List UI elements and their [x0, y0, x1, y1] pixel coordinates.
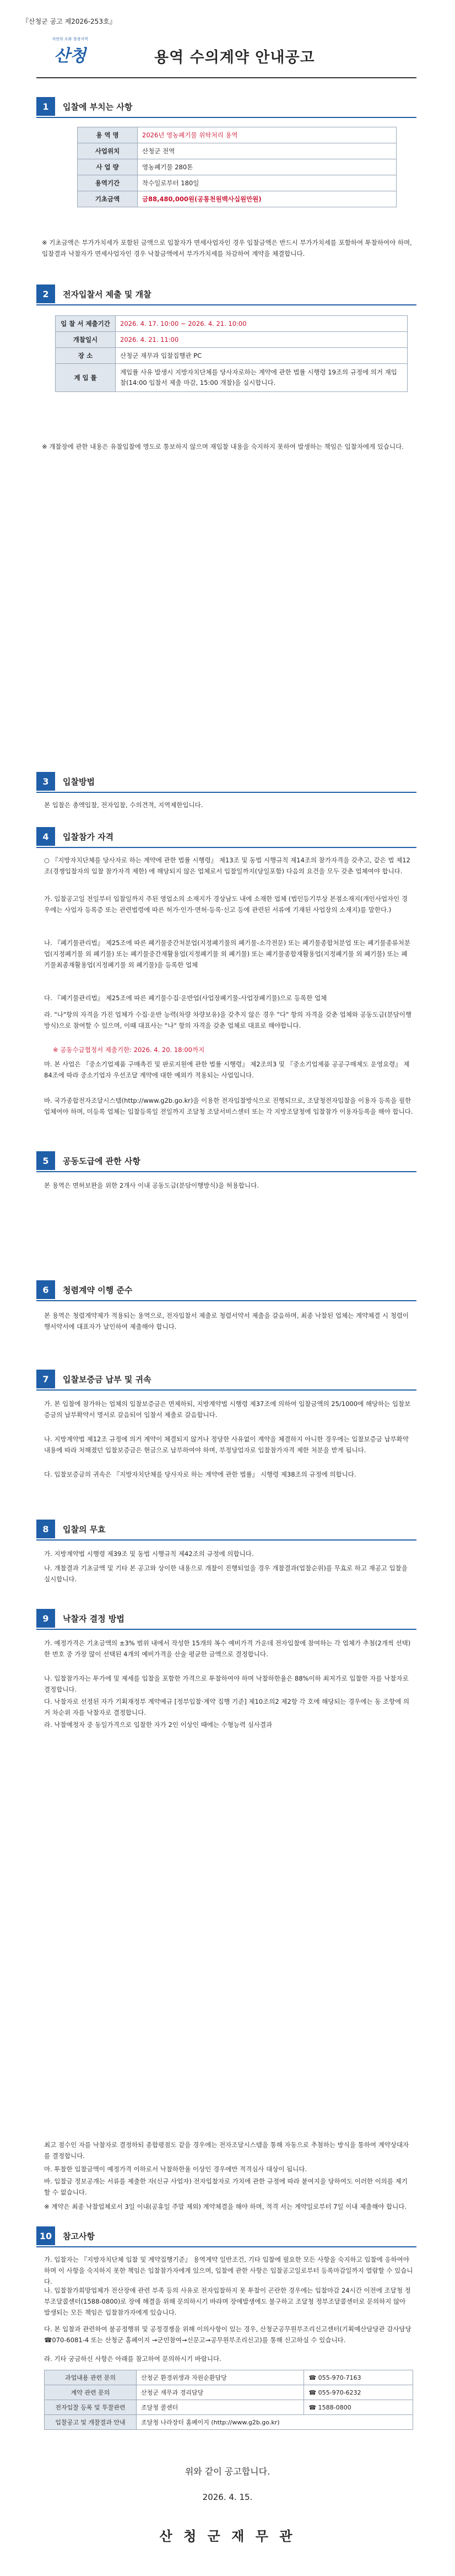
list-item: 다. 본 입찰과 관련하여 불공정행위 및 공정경쟁을 위해 이의사항이 있는 경우, 산청군공무원부조리신고센터(기획예산담당관 감사담당 ☎070-6081-4 또는 산청군 홈페이지 →군민참여→신문고→공무원부조리신고)를 통해 신고하실 수 있습니다.: [44, 2325, 411, 2344]
section-9-note: ※ 계약은 최종 낙찰업체로서 3일 이내(공휴일 주말 제외) 계약체결을 해야 하며, 적격 서는 계약일로부터 7일 이내 제출해야 합니다.: [44, 2203, 407, 2210]
list-item: ※ 공동수급협정서 제출기한: 2026. 4. 20. 18:00까지: [53, 1046, 205, 1054]
closing-text: 위와 같이 공고합니다.: [185, 2466, 270, 2477]
logo-small-text: 자연의 조화 청정지역: [52, 37, 88, 41]
list-item: 가. 입찰공고일 전일부터 입찰일까지 주된 영업소의 소재지가 경상남도 내에 소재한 업체 (법인등기부상 본점소재지(개인사업자인 경우에는 사업자 등록증 또는 관련법령에 따른 허가·인가·면허·등록·신고 등에 관련된 서류에 기재된 사업장의 소재지)를 말한다.): [44, 895, 408, 914]
section-number: 5: [36, 1151, 55, 1170]
section-underline: [36, 304, 416, 305]
section-1-table: [77, 127, 397, 207]
table-row: 용 역 명 2026년 영농폐기물 위탁처리 용역: [78, 127, 397, 143]
list-item: 가. 지방계약법 시행령 제39조 및 동법 시행규칙 제42조의 규정에 의합니다.: [44, 1550, 254, 1558]
notice-number: 『산청군 공고 제2026-253호』: [22, 18, 116, 25]
section-underline: [36, 2246, 416, 2247]
table-row: 입 찰 서 제출기간 2026. 4. 17. 10:00 ~ 2026. 4. 21. 10:00: [56, 316, 408, 332]
section-title: 공동도급에 관한 사항: [63, 1156, 140, 1166]
list-item: 라. 기타 궁금하신 사항은 아래를 참고하여 문의하시기 바랍니다.: [44, 2355, 221, 2363]
list-item: 라. 낙찰예정자 중 동일가격으로 입찰한 자가 2인 이상인 때에는 수형능력 심사결과: [44, 1721, 273, 1729]
list-item: 바. 입찰금 정보공개는 서류를 제출한 자(신규 사업자) 전자입찰자로 가치에 관한 규정에 따라 붙여지을 당하여도 이러한 이의를 제기할 수 없습니다.: [44, 2177, 408, 2196]
section-title: 입찰보증금 납부 및 귀속: [63, 1374, 151, 1384]
list-item: 나. 입찰참가희망업체가 전산장애 관련 부족 등의 사유로 전자입찰하지 못 투찰이 곤란한 경우에는 입찰마감 24시간 이전에 조달청 정부조달콜센터(1588-0800)로 장애 해결을 위해 문의하시기 바라며 장애발생에도 불구하고 조달청 정부조달콜센터로 문의하지 않아 발생되는 모든 책임은 입찰참가자에게 있습니다.: [44, 2287, 411, 2316]
section-title: 참고사항: [63, 2231, 95, 2241]
section-title: 전자입찰서 제출 및 개찰: [63, 289, 151, 299]
county-logo: [40, 36, 100, 69]
section-number: 9: [36, 1609, 55, 1628]
list-item: 가. 입찰자는 『지방자치단체 입찰 및 계약집행기준』 용역계약 일반조건, 기타 입찰에 필요한 모든 사항을 숙지하고 입찰에 응하여야 하며 이 사항을 숙지하지 못한 책임은 입찰참가자에게 있으며, 입찰에 관한 사항은 입찰공고일로부터 등록마감일까지 열람할 수 있습니다.: [44, 2256, 413, 2285]
section-underline: [36, 1300, 416, 1301]
list-item: 가. 예정가격은 기초금액의 ±3% 범위 내에서 작성한 15개의 복수 예비가격 가운데 전자입찰에 참여하는 각 업체가 추첨(2개씩 선택)한 번호 중 가장 많이 선택된 4개의 예비가격을 산술 평균한 금액으로 결정합니다.: [44, 1639, 411, 1658]
section-9-header: [36, 1609, 416, 1628]
section-2-table: [55, 315, 408, 392]
section-underline: [36, 1629, 416, 1630]
table-row: 계약 관련 문의 산청군 재무과 경리담당 ☎ 055-970-6232: [45, 2385, 413, 2400]
section-4-header: [36, 827, 416, 846]
section-8-header: [36, 1520, 416, 1538]
doc-title: 용역 수의계약 안내공고: [154, 49, 315, 66]
title-divider: [36, 77, 416, 78]
section-title: 입찰의 무효: [63, 1524, 106, 1534]
section-2-note: ※ 개찰장에 관한 내용은 유찰입찰에 명도로 통보하지 않으며 재입찰 내용을 숙지하지 못하여 발생하는 책임은 입찰자에게 있습니다.: [42, 443, 404, 450]
notice-date: 2026. 4. 15.: [202, 2492, 253, 2502]
section-3-header: [36, 772, 416, 791]
section-title: 입찰에 부치는 사항: [63, 101, 133, 112]
section-underline: [36, 1539, 416, 1541]
table-row: 전자입찰 등록 및 투찰관련 조달청 콜센터 ☎ 1588-0800: [45, 2400, 413, 2415]
section-2-header: [36, 285, 416, 303]
table-row: 입찰공고 및 개찰결과 안내 조달청 나라장터 홈페이지 (http://www.g2b.go.kr): [45, 2415, 413, 2430]
list-item: 나. 지방계약법 제12조 규정에 의거 계약이 체결되지 않거나 정당한 사유없이 계약을 체결하지 아니한 경우에는 입찰보증금 납부확약 내용에 따라 처해졌던 입찰보증금은 현금으로 납부하여야 하며, 부정당업자로 입찰참가자격 제한 처분을 받게 됩니다.: [44, 1435, 409, 1454]
section-number: 6: [36, 1280, 55, 1299]
section-number: 1: [36, 97, 55, 116]
list-item: 다. 『폐기물관리법』 제25조에 따른 폐기물수집·운반업(사업장폐기물-사업장폐기물)으로 등록한 업체: [44, 994, 327, 1002]
list-item: 마. 본 사업은 『중소기업제품 구매촉진 및 판로지원에 관한 법률 시행령』 제2조의3 및 『중소기업제품 공공구매제도 운영요령』 제84조에 따라 중소기업자 우선조달 계약에 대한 예외가 적용되는 사업입니다.: [44, 1060, 410, 1079]
section-underline: [36, 1171, 416, 1172]
section-underline: [36, 117, 416, 118]
list-item: 다. 낙찰자로 선정된 자가 기획재정부 계약예규 [정부입찰·계약 집행 기준] 제10조의2 제2항 각 호에 해당되는 경우에는 동 조항에 의거 차순위 자를 낙찰자로 결정합니다.: [44, 1698, 410, 1716]
section-10-header: [36, 2226, 416, 2245]
list-item: 가. 본 입찰에 참가하는 업체의 입찰보증금은 면제하되, 지방계약법 시행령 제37조에 의하여 입찰금액의 25/1000에 해당하는 입찰보증금의 납부확약서 명서로 갈음되어 입찰서 제출로 갈음합니다.: [44, 1400, 411, 1419]
list-item: ○ 『지방자치단체를 당사자로 하는 계약에 관한 법률 시행령』 제13조 및 동법 시행규칙 제14조의 참가자격을 갖추고, 같은 법 제12조(경쟁입찰자의 입찰 참가자격 제한) 에 해당되지 않은 업체로서 입찰일까지(당일포함) 다음의 요건을 모두 갖춘 업체여야 합니다.: [44, 856, 410, 875]
list-item: 마. 투찰한 입찰금액이 예정가격 이하로서 낙찰하한율 이상인 경우에만 적격심사 대상이 됩니다.: [44, 2165, 307, 2173]
section-number: 7: [36, 1370, 55, 1388]
section-title: 입찰참가 자격: [63, 831, 114, 842]
section-7-header: [36, 1370, 416, 1388]
issuer-signature: 산 청 군 재 무 관: [159, 2528, 296, 2544]
table-row: 과업내용 관련 문의 산청군 환경위생과 자원순환담당 ☎ 055-970-7163: [45, 2370, 413, 2385]
table-row: 사 업 량 영농폐기물 280톤: [78, 159, 397, 175]
section-number: 10: [36, 2226, 55, 2245]
contact-table: [44, 2370, 413, 2430]
section-5-header: [36, 1151, 416, 1170]
logo-text: 산청: [54, 46, 86, 66]
section-3-text: 본 입찰은 총액입찰, 전자입찰, 수의견적, 지역제한입니다.: [44, 801, 203, 809]
table-row: 기초금액 금88,480,000원(공통천원백사십원만원): [78, 191, 397, 207]
section-number: 8: [36, 1520, 55, 1538]
list-item: 나. 『폐기물관리법』 제25조에 따른 폐기물중간처분업(지정폐기물의 폐기물-소각전문) 또는 폐기물종합처분업 또는 폐기물종류처분업(지정폐기물 외 폐기물) 또는 폐기물중간재활용업(지정폐기물 외 폐기물) 또는 폐기물종합재활용업(지정폐기물 외 폐기물) 또는 폐기물최종재활용업(지정폐기물 외 폐기물)을 등록한 업체: [44, 939, 410, 969]
table-row: 계 입 률 계입률 사유 발생시 지방자치단체를 당사자로하는 계약에 관한 법률 시행령 19조의 규정에 의거 재입찰(14:00 입찰서 제출 마감, 15:00 개찰)을 실시합니다.: [56, 364, 408, 392]
list-item: 다. 입찰보증금의 귀속은 『지방자치단체를 당사자로 하는 계약에 관한 법률』 시행령 제38조의 규정에 의합니다.: [44, 1471, 356, 1478]
section-title: 낙찰자 결정 방법: [63, 1613, 124, 1624]
list-item: 라. "나"항의 자격을 가진 업체가 수집·운반 능력(차량 차량보유)을 갖추지 않은 경우 "다" 항의 자격을 갖춘 업체와 공동도급(분담이행방식)으로 참여할 수 있으며, 이때 대표사는 "나" 항의 자격을 갖춘 업체로 대표로 해야합니다.: [44, 1011, 411, 1029]
section-number: 2: [36, 285, 55, 303]
list-item: 바. 국가종합전자조달시스템(http://www.g2b.go.kr)을 이용한 전자입찰방식으로 진행되므로, 조달청전자입찰을 이용자 등록을 필한 업체여야 하며, 미등록 업체는 입찰등록일 전일까지 조달청 조달서비스센터 또는 각 지방조달청에 입찰참가 이용자등록을 해야 합니다.: [44, 1097, 413, 1115]
section-underline: [36, 847, 416, 848]
table-row: 개찰일시 2026. 4. 21. 11:00: [56, 332, 408, 348]
section-6-header: [36, 1280, 416, 1299]
table-row: 사업위치 산청군 전역: [78, 143, 397, 159]
table-row: 용역기간 착수일로부터 180일: [78, 175, 397, 191]
section-number: 3: [36, 772, 55, 791]
list-item: 나. 개찰결과 기초금액 및 기타 본 공고와 상이한 내용으로 개찰이 진행되었을 경우 개찰결과(업찰순위)를 무효로 하고 재공고 입찰을 실시합니다.: [44, 1564, 408, 1583]
section-underline: [36, 1389, 416, 1391]
section-5-text: 본 용역은 면허보완을 위한 2개사 이내 공동도급(분담이행방식)을 허용합니다.: [44, 1182, 259, 1189]
section-underline: [36, 792, 416, 793]
section-title: 청렴계약 이행 준수: [63, 1285, 133, 1295]
section-title: 입찰방법: [63, 776, 95, 787]
section-9-continued: 최고 점수인 자를 낙찰자로 결정하되 종합평점도 같을 경우에는 전자조달시스템을 통해 자동으로 추첨하는 방식을 통하여 계약상대자를 결정합니다.: [44, 2141, 409, 2160]
section-number: 4: [36, 827, 55, 846]
table-row: 장 소 산청군 재무과 입찰집행관 PC: [56, 348, 408, 364]
section-6-text: 본 용역은 청렴계약제가 적용되는 용역으로, 전자입찰서 제출로 청렴서약서 제출을 갈음하며, 최종 낙찰된 업체는 계약체결 시 청렴이행서약서에 대표자가 날인하여 제출해야 합니다.: [44, 1312, 409, 1330]
list-item: 나. 입찰참가자는 투가에 및 제세를 입찰을 포함한 가격으로 투찰하여야 하며 낙찰하한율은 88%이하 최저가로 입찰한 자를 낙찰자로 결정합니다.: [44, 1675, 409, 1693]
section-1-note: ※ 기초금액은 부가가치세가 포함된 금액으로 입찰자가 면세사업자인 경우 입찰금액은 반드시 부가가치세를 포함하여 투찰하여야 하며, 입찰결과 낙찰자가 면세사업자인 경우 낙찰금액에서 부가가치세를 차감하여 계약을 체결합니다.: [42, 239, 412, 257]
section-1-header: [36, 97, 416, 116]
